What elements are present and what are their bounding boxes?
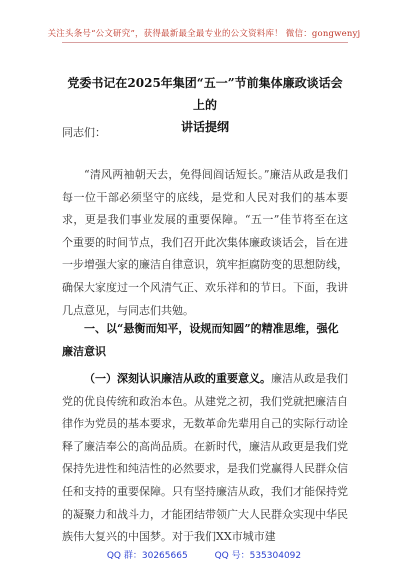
salutation: 同志们： (62, 126, 106, 139)
subheading-lead: （一）深刻认识廉洁从政的重要意义。 (84, 372, 271, 385)
title-line-1: 党委书记在2025年集团“五一”节前集体廉政谈话会上的 (67, 76, 343, 112)
header-note: 关注头条号“公文研究”，获得最新最全最专业的公文资料库！ 微信：gongwenyj (47, 29, 361, 39)
paragraph-intro: “清风两袖朝天去，免得闾阎话短长。”廉洁从政是我们每一位干部必须坚守的底线，是党和人民对我们的基本要求，更是我们事业发展的重要保障。“五一”佳节将至在这个重要的时间节点，我们召开此次集体廉政谈话会，旨在进一步增强大家的廉洁自律意识，筑牢拒腐防变的思想防线，确保大家度过一个风清气正、欢乐祥和的节日。下面，我讲几点意见，与同志们共勉。 (62, 168, 348, 317)
header-divider (62, 42, 348, 43)
paragraph-body: 廉洁从政是我们党的优良传统和政治本色。从建党之初，我们党就把廉洁自律作为党员的基本要求，无数革命先辈用自己的实际行动诠释了廉洁奉公的高尚品质。在新时代，廉洁从政更是我们党保持先进性和纯洁性的必然要求，是我们党赢得人民群众信任和支持的重要保障。只有坚持廉洁从政，我们才能保持党的凝聚力和战斗力，才能团结带领广大人民群众实现中华民族伟大复兴的中国梦。对于我们XX市城市建 (62, 372, 348, 544)
paragraph-section-1-1 (62, 368, 348, 549)
title-line-2: 讲话提纲 (180, 120, 229, 134)
footer-qq-number: QQ 号：535304092 (214, 551, 302, 561)
section-heading-1: 一、以“悬衡而知平，设规而知圆”的精准思维，强化廉洁意识 (62, 322, 339, 358)
footer-qq-group: QQ 群：30265665 (106, 551, 188, 561)
footer-contact (0, 548, 408, 561)
